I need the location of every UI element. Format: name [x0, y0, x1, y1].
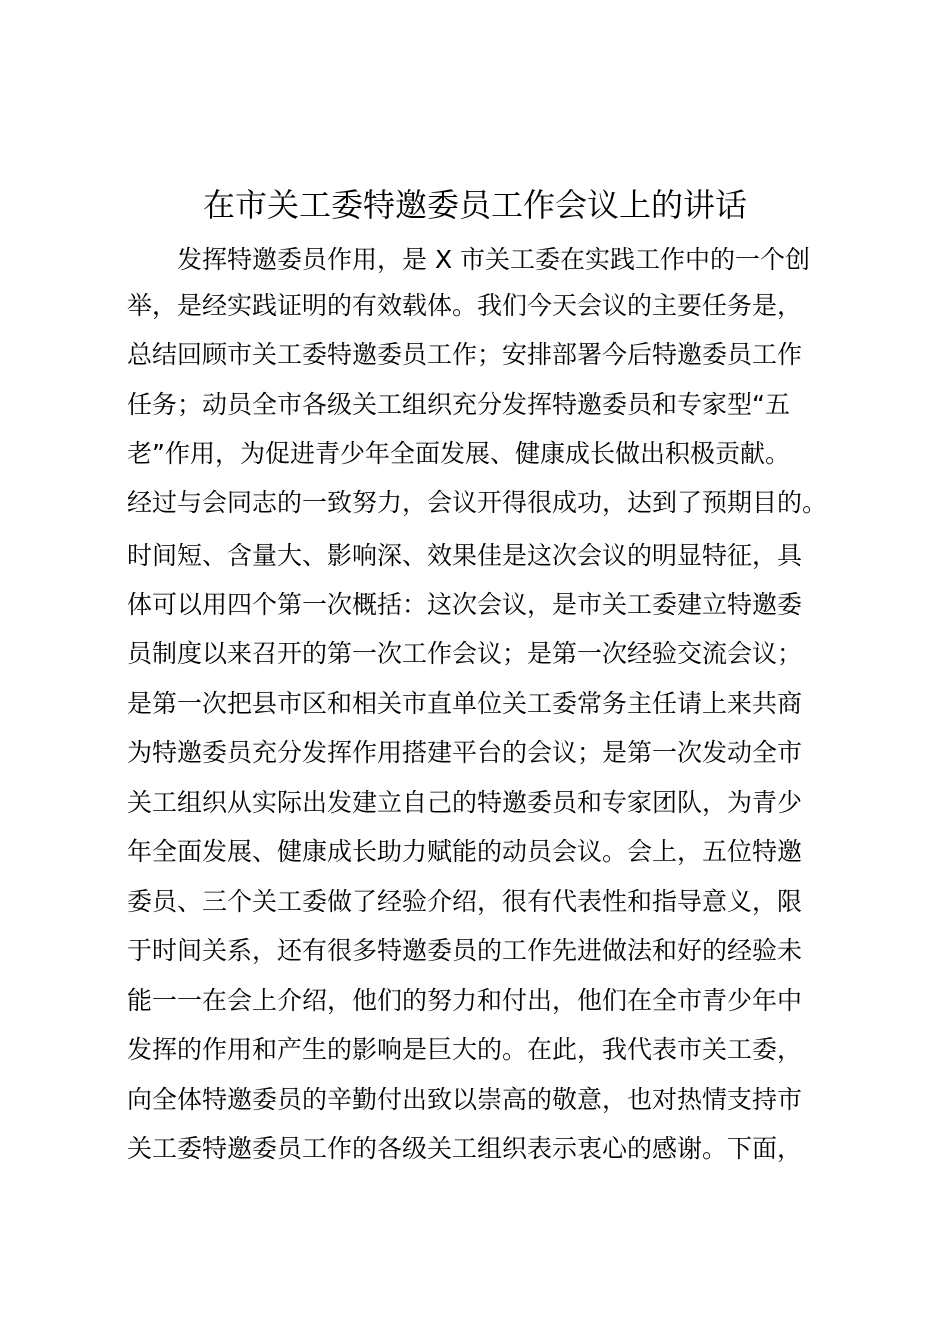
- paragraph-line: 时间短、含量大、影响深、效果佳是这次会议的明显特征，具: [127, 541, 803, 570]
- paragraph-line: 老”作用，为促进青少年全面发展、健康成长做出积极贡献。: [127, 439, 790, 468]
- paragraph-line: 总结回顾市关工委特邀委员工作；安排部署今后特邀委员工作: [127, 340, 803, 369]
- paragraph-line: 发挥特邀委员作用，是 X 市关工委在实践工作中的一个创: [177, 245, 811, 274]
- paragraph-line: 关工委特邀委员工作的各级关工组织表示衷心的感谢。下面，: [127, 1134, 803, 1163]
- paragraph-line: 委员、三个关工委做了经验介绍，很有代表性和指导意义，限: [127, 887, 803, 916]
- paragraph-line: 经过与会同志的一致努力，会议开得很成功，达到了预期目的。: [127, 488, 828, 517]
- paragraph-line: 向全体特邀委员的辛勤付出致以崇高的敬意，也对热情支持市: [127, 1085, 803, 1114]
- paragraph-line: 能一一在会上介绍，他们的努力和付出，他们在全市青少年中: [127, 986, 803, 1015]
- paragraph-line: 年全面发展、健康成长助力赋能的动员会议。会上，五位特邀: [127, 837, 803, 866]
- paragraph-line: 员制度以来召开的第一次工作会议；是第一次经验交流会议；: [127, 639, 803, 668]
- paragraph-line: 发挥的作用和产生的影响是巨大的。在此，我代表市关工委，: [127, 1035, 803, 1064]
- document-title: 在市关工委特邀委员工作会议上的讲话: [202, 186, 747, 224]
- paragraph-line: 举，是经实践证明的有效载体。我们今天会议的主要任务是，: [127, 291, 803, 320]
- paragraph-line: 体可以用四个第一次概括：这次会议，是市关工委建立特邀委: [127, 590, 803, 619]
- paragraph-line: 为特邀委员充分发挥作用搭建平台的会议；是第一次发动全市: [127, 738, 803, 767]
- paragraph-line: 关工组织从实际出发建立自己的特邀委员和专家团队，为青少: [127, 788, 803, 817]
- paragraph-line: 任务；动员全市各级关工组织充分发挥特邀委员和专家型“五: [127, 390, 790, 419]
- paragraph-line: 于时间关系，还有很多特邀委员的工作先进做法和好的经验未: [127, 936, 803, 965]
- paragraph-line: 是第一次把县市区和相关市直单位关工委常务主任请上来共商: [127, 689, 803, 718]
